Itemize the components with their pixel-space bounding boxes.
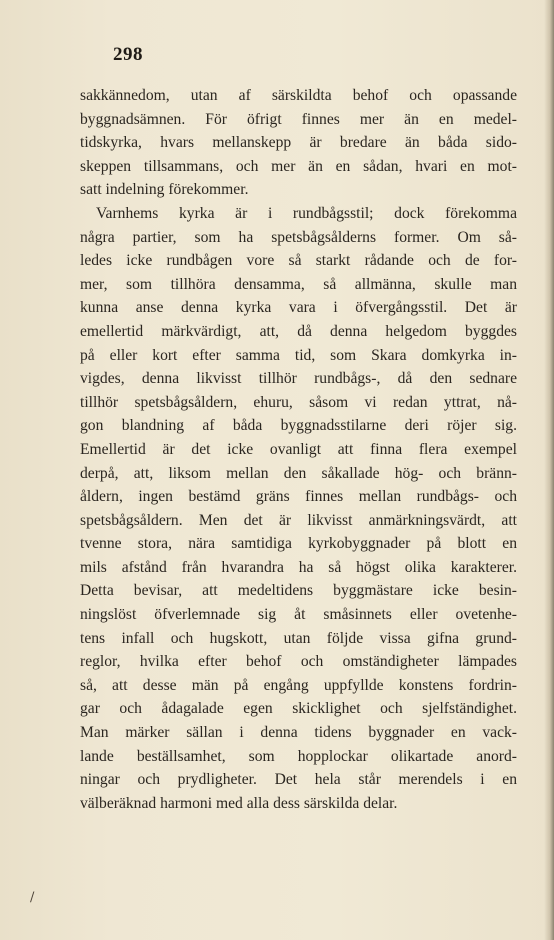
text-line: Emellertid är det icke ovanligt att finna flera exempel <box>80 440 517 458</box>
margin-pencil-mark: / <box>30 890 35 905</box>
text-line: skeppen tillsammans, och mer än en sådan, hvari en mot- <box>80 157 517 175</box>
text-line: lande beställsamhet, som hopplockar olikartade anord- <box>80 747 517 765</box>
text-line: spetsbågsåldern. Men det är likvisst anmärkningsvärdt, att <box>80 511 517 529</box>
text-line: ningslöst öfverlemnade sig åt småsinnets eller ovetenhe- <box>80 606 517 624</box>
text-line: sakkännedom, utan af särskildta behof och opassande <box>80 87 517 104</box>
text-line: några partier, som ha spetsbågsålderns former. Om så- <box>80 228 517 246</box>
text-line: på eller kort efter samma tid, som Skara domkyrka in- <box>80 346 517 364</box>
text-line: välberäknad harmoni med alla dess särskilda delar. <box>80 794 398 812</box>
body-text <box>80 84 517 815</box>
text-line: ningar och prydligheter. Det hela står merendels i en <box>80 771 517 789</box>
text-line: Man märker sällan i denna tidens byggnader en vack- <box>80 724 517 742</box>
text-line: Detta bevisar, att medeltidens byggmästare icke besin- <box>80 582 517 600</box>
text-line: kunna anse denna kyrka vara i öfvergångsstil. Det är <box>80 299 517 317</box>
text-line: tens infall och hugskott, utan följde vissa gifna grund- <box>80 629 517 647</box>
text-line: Varnhems kyrka är i rundbågsstil; dock förekomma <box>96 204 517 222</box>
text-line: derpå, att, liksom mellan den såkallade hög- och bränn- <box>80 464 517 482</box>
text-line: så, att desse män på engång uppfyllde konstens fordrin- <box>80 676 517 694</box>
text-line: mer, som tillhöra densamma, så allmänna, skulle man <box>80 275 517 293</box>
text-line: vigdes, denna likvisst tillhör rundbågs-, då den sednare <box>80 370 517 388</box>
text-line: emellertid märkvärdigt, att, då denna helgedom byggdes <box>80 322 517 340</box>
text-line: tvenne stora, nära samtidiga kyrkobyggnader på blott en <box>80 535 517 553</box>
text-line: tidskyrka, hvars mellanskepp är bredare än båda sido- <box>80 134 517 152</box>
text-line: satt indelning förekommer. <box>80 181 249 199</box>
text-line: gar och ådagalade egen skicklighet och sjelfständighet. <box>80 700 517 718</box>
text-line: reglor, hvilka efter behof och omständigheter lämpades <box>80 653 517 671</box>
text-line: mils afstånd från hvarandra ha så högst olika karakterer. <box>80 558 517 576</box>
text-line: byggnadsämnen. För öfrigt finnes mer än en medel- <box>80 110 517 128</box>
page-number: 298 <box>113 44 143 65</box>
text-line: åldern, ingen bestämd gräns finnes mellan rundbågs- och <box>80 488 517 506</box>
text-line: ledes icke rundbågen vore så starkt rådande och de for- <box>80 252 517 270</box>
page-edge-shadow <box>544 0 554 940</box>
text-line: gon blandning af båda byggnadsstilarne deri röjer sig. <box>80 417 517 435</box>
text-line: tillhör spetsbågsåldern, ehuru, såsom vi redan yttrat, nå- <box>80 393 517 411</box>
